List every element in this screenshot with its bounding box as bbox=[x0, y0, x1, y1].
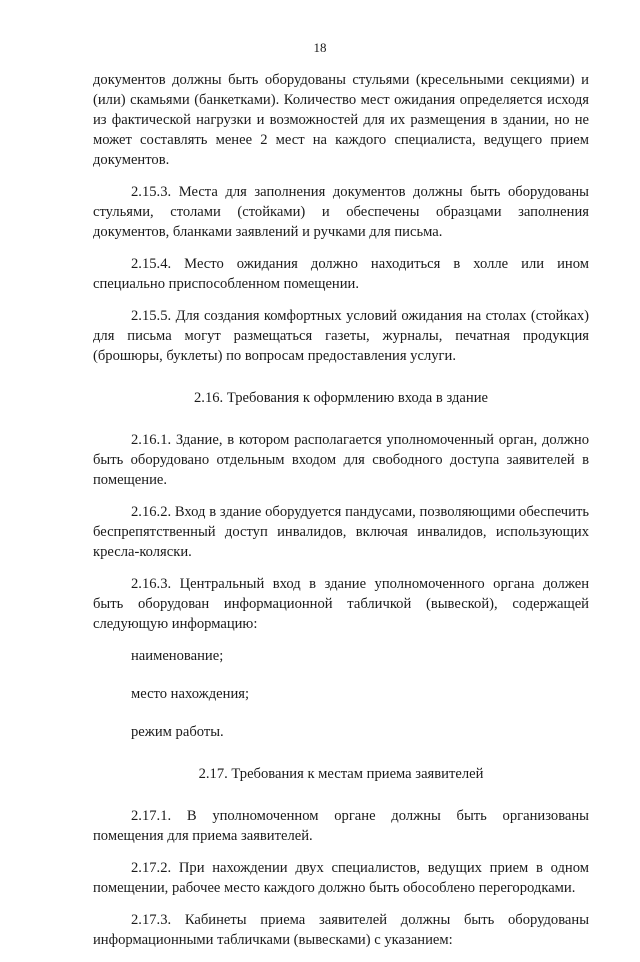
list-item-hours: режим работы. bbox=[131, 724, 224, 740]
paragraph-continuation: документов должны быть оборудованы стульями (кресельными секциями) и (или) скамьями (банкетками). Количество мест ожидания определяется исходя из фактической нагрузки и возможностей для их размещения в здании, но не может составлять менее 2 мест на каждого специалиста, ведущего прием документов. bbox=[93, 72, 589, 168]
paragraph-2-16-2: 2.16.2. Вход в здание оборудуется пандусами, позволяющими обеспечить беспрепятственный доступ инвалидов, включая инвалидов, использующих кресла-коляски. bbox=[93, 504, 589, 560]
paragraph-2-16-3: 2.16.3. Центральный вход в здание уполномоченного органа должен быть оборудован информационной табличкой (вывеской), содержащей следующую информацию: bbox=[93, 576, 589, 632]
paragraph-2-17-3: 2.17.3. Кабинеты приема заявителей должны быть оборудованы информационными табличками (вывесками) с указанием: bbox=[93, 912, 589, 948]
paragraph-2-15-4: 2.15.4. Место ожидания должно находиться в холле или ином специально приспособленном помещении. bbox=[93, 256, 589, 292]
paragraph-2-15-3: 2.15.3. Места для заполнения документов должны быть оборудованы стульями, столами (стойками) и обеспечены образцами заполнения документов, бланками заявлений и ручками для письма. bbox=[93, 184, 589, 240]
paragraph-2-16-1: 2.16.1. Здание, в котором располагается уполномоченный орган, должно быть оборудовано отдельным входом для свободного доступа заявителей в помещение. bbox=[93, 432, 589, 488]
page-number: 18 bbox=[313, 40, 327, 55]
paragraph-2-17-1: 2.17.1. В уполномоченном органе должны быть организованы помещения для приема заявителей. bbox=[93, 808, 589, 844]
section-heading-2-16: 2.16. Требования к оформлению входа в здание bbox=[194, 390, 488, 406]
paragraph-2-17-2: 2.17.2. При нахождении двух специалистов, ведущих прием в одном помещении, рабочее место каждого должно быть обособлено перегородками. bbox=[93, 860, 589, 896]
section-heading-2-17: 2.17. Требования к местам приема заявителей bbox=[198, 766, 484, 782]
list-item-location: место нахождения; bbox=[131, 686, 250, 702]
list-item-name: наименование; bbox=[131, 648, 224, 664]
document-body bbox=[93, 70, 589, 962]
paragraph-2-15-5: 2.15.5. Для создания комфортных условий ожидания на столах (стойках) для письма могут размещаться газеты, журналы, печатная продукция (брошюры, буклеты) по вопросам предоставления услуги. bbox=[93, 308, 589, 364]
